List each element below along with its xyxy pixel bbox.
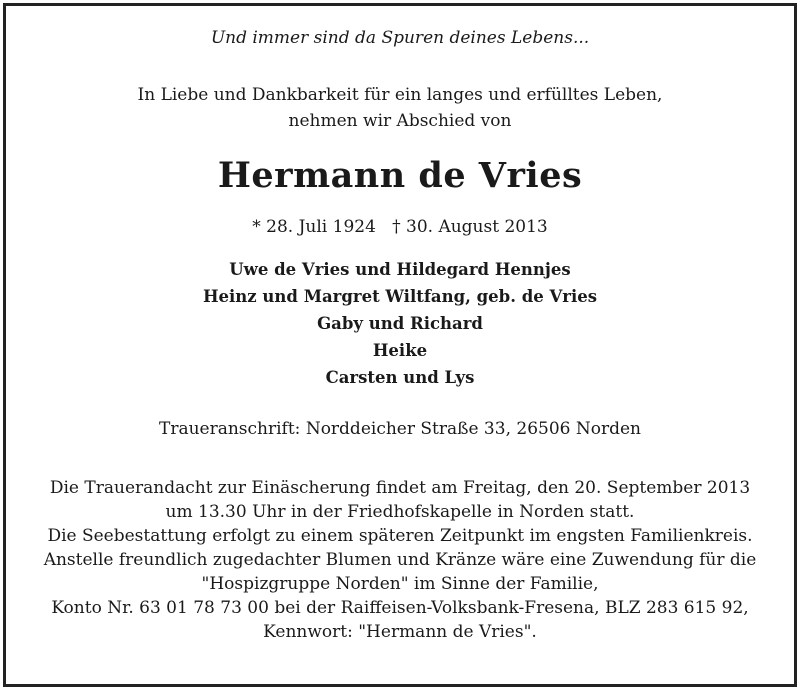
mourner-line-2: Heinz und Margret Wiltfang, geb. de Vries bbox=[202, 287, 598, 306]
deceased-name: Hermann de Vries bbox=[217, 155, 583, 196]
mourner-line-1: Uwe de Vries und Hildegard Hennjes bbox=[229, 260, 571, 279]
closing-line-3: Die Seebestattung erfolgt zu einem späteren Zeitpunkt im engsten Familienkreis. bbox=[47, 526, 753, 546]
closing-line-2: um 13.30 Uhr in der Friedhofskapelle in Norden statt. bbox=[165, 502, 635, 522]
intro-line-2: nehmen wir Abschied von bbox=[288, 111, 512, 131]
mourner-line-4: Heike bbox=[372, 341, 428, 360]
intro-line-1: In Liebe und Dankbarkeit für ein langes und erfülltes Leben, bbox=[137, 85, 663, 105]
life-dates: * 28. Juli 1924 † 30. August 2013 bbox=[252, 217, 548, 237]
closing-line-5: "Hospizgruppe Norden" im Sinne der Familie, bbox=[201, 574, 599, 594]
closing-line-7: Kennwort: "Hermann de Vries". bbox=[263, 622, 537, 642]
mourner-line-3: Gaby und Richard bbox=[317, 314, 483, 333]
mourner-line-5: Carsten und Lys bbox=[325, 368, 475, 387]
closing-line-4: Anstelle freundlich zugedachter Blumen und Kränze wäre eine Zuwendung für die bbox=[43, 550, 757, 570]
closing-line-6: Konto Nr. 63 01 78 73 00 bei der Raiffeisen-Volksbank-Fresena, BLZ 283 615 92, bbox=[51, 598, 749, 618]
motto-line: Und immer sind da Spuren deines Lebens... bbox=[210, 28, 590, 48]
mourning-address: Traueranschrift: Norddeicher Straße 33, 26506 Norden bbox=[158, 419, 641, 439]
closing-line-1: Die Trauerandacht zur Einäscherung findet am Freitag, den 20. September 2013 bbox=[49, 478, 751, 498]
